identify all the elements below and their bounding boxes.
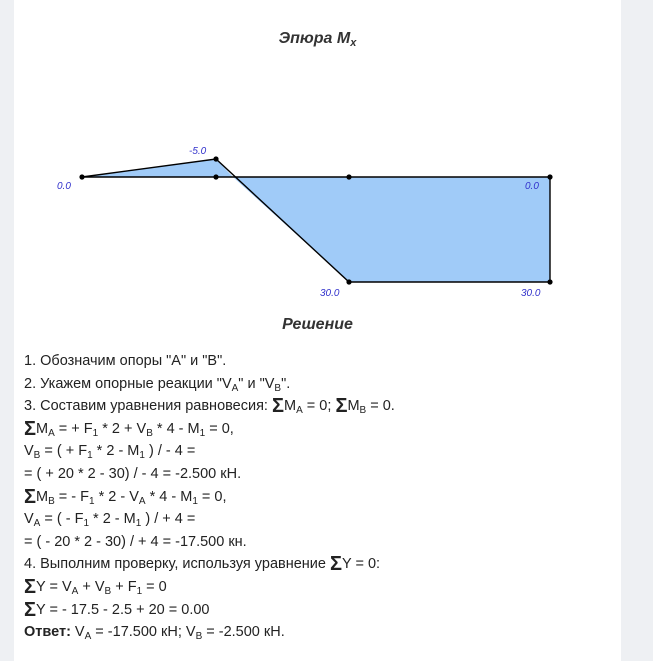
diagram-title-text: Эпюра M — [278, 30, 351, 47]
answer-label: Ответ: — [24, 624, 71, 641]
solution-line: 1. Обозначим опоры "A" и "B". — [24, 353, 227, 369]
node-point — [346, 174, 351, 179]
diagram-title-subscript: x — [350, 37, 357, 49]
diagram-fill-right — [233, 177, 550, 282]
solution-text — [24, 350, 614, 644]
moment-diagram — [14, 0, 621, 310]
solution-line: $\Sigma M_B$ = - $F_1 * 2 - V_A * 4 - M_1 = 0$, — [24, 485, 227, 508]
label-right-top: 0.0 — [525, 181, 539, 192]
solution-line: $\Sigma Y = V_A + V_B + F_1 = 0$ — [24, 575, 167, 598]
solution-line: $V_B$ = ( + $F_1 * 2 - M_1$ ) / - 4 = — [24, 443, 196, 462]
solution-line: $V_A$ = ( - $F_1 * 2 - M_1$ ) / + 4 = — [24, 511, 196, 530]
label-bottom-mid: 30.0 — [320, 288, 340, 299]
node-point — [79, 174, 84, 179]
node-point — [346, 279, 351, 284]
node-point — [547, 174, 552, 179]
node-point — [213, 174, 218, 179]
solution-line: 4. Выполним проверку, используя уравнение ΣY = 0: — [24, 553, 381, 576]
solution-line: 3. Составим уравнения равновесия: $\Sigma M_A = 0$; $\Sigma M_B = 0$. — [24, 395, 395, 418]
label-bottom-right: 30.0 — [521, 288, 541, 299]
node-point — [547, 279, 552, 284]
solution-line: ΣY = - 17.5 - 2.5 + 20 = 0.00 — [24, 598, 210, 621]
solution-line: = ( - 20 * 2 - 30) / + 4 = -17.500 кн. — [24, 533, 247, 550]
content-card — [14, 0, 621, 661]
node-point — [213, 156, 218, 161]
solution-line: = ( + 20 * 2 - 30) / - 4 = -2.500 кН. — [24, 465, 242, 482]
answer-text: $V_A = -17.500$ кН; $V_B = -2.500$ кН. — [70, 624, 285, 643]
solution-line: 2. Укажем опорные реакции "$V_A$" и "$V_B$". — [24, 375, 291, 394]
solution-heading: Решение — [282, 316, 353, 333]
label-left-start: 0.0 — [57, 181, 71, 192]
solution-line: $\Sigma M_A$ = + $F_1 * 2 + V_B * 4 - M_1 = 0$, — [24, 417, 234, 440]
answer-line — [24, 621, 614, 644]
label-peak: -5.0 — [189, 146, 207, 157]
